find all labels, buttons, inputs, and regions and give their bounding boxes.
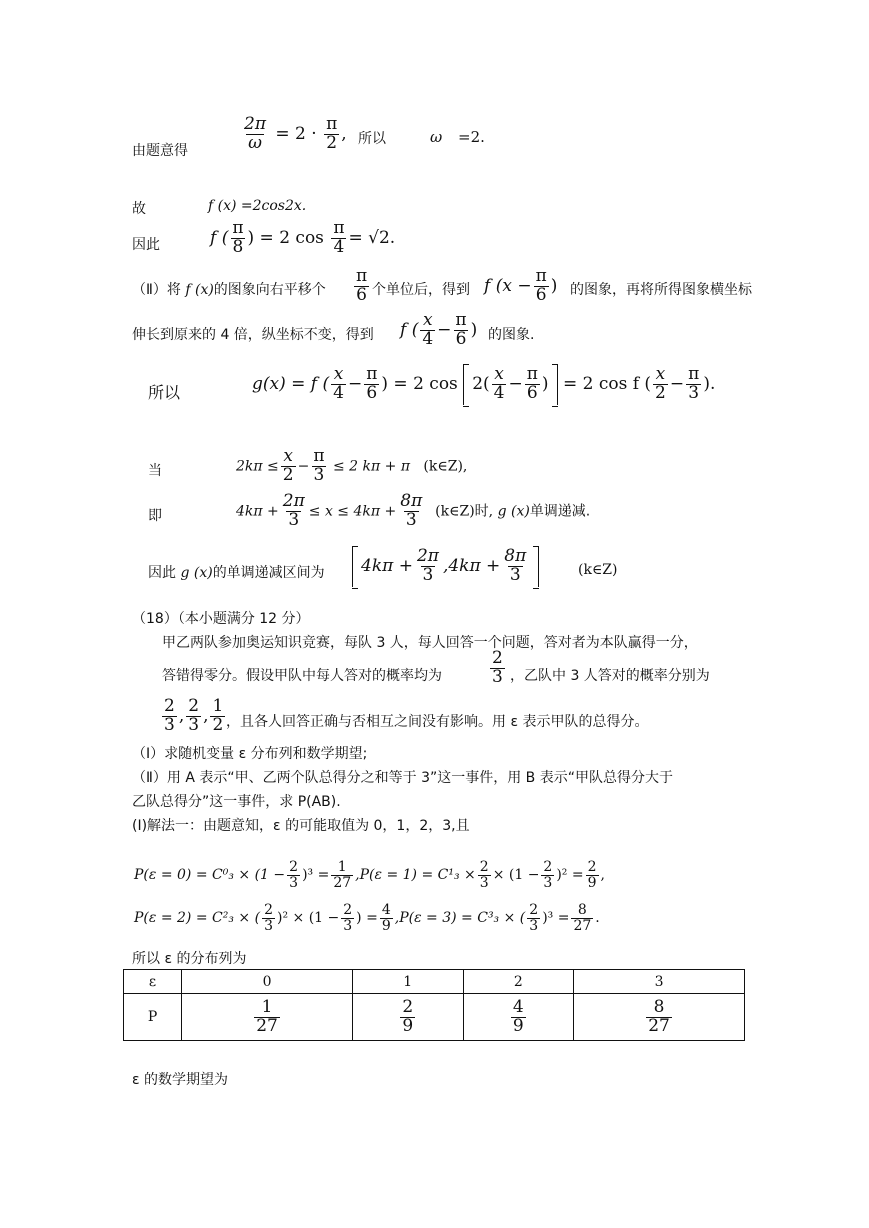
decreasing-condition: 2kπ ≤ $\frac{x}{2}$ − $\frac{\pi}{3}$ ≤ 2 kπ + π (k∈Z), bbox=[236, 446, 468, 485]
solution-intro: (Ⅰ)解法一：由题意知，ε 的可能取值为 0，1，2，3,且 bbox=[132, 818, 470, 834]
table-row bbox=[124, 994, 745, 1041]
decreasing-interval: 4kπ + $\frac{2\pi}{3}$ ,4kπ + $\frac{8\pi}{3}$ bbox=[352, 546, 539, 587]
table-header-cell: ε bbox=[124, 970, 182, 994]
ie-label: 即 bbox=[148, 508, 162, 524]
table-cell: $\frac{2}{9}$ bbox=[352, 994, 463, 1041]
prob-formula-row-1: P(ε = 0) = C⁰₃ × (1 − $\frac{2}{3}$ )³ = $\frac{1}{27}$ ,P(ε = 1) = C¹₃ × $\frac{2}{3}$ × (1 − $\frac{2}{3}$ )² = $\frac{2}{9}$ , bbox=[134, 859, 605, 891]
prob-two-thirds: $\frac{2}{3}$ bbox=[492, 648, 503, 687]
q18-heading: （18）（本小题满分 12 分） bbox=[132, 611, 310, 627]
decreasing-range: 4kπ + $\frac{2\pi}{3}$ ≤ x ≤ 4kπ + $\frac{8\pi}{3}$ (k∈Z)时, g (x)单调递减. bbox=[236, 491, 591, 530]
g-definition: g(x) = f ( $\frac{x}{4}$ − $\frac{\pi}{6}$ ) = 2 cos 2( $\frac{x}{4}$ − $\frac{\pi}{6}$ ) = 2 cos f ( $\frac{x}{2}$ − $\frac{\pi}{3}$ ). bbox=[252, 364, 716, 403]
omega-equation: $\frac{2\pi}{\omega}$ = 2 · $\frac{\pi}{2}$ , bbox=[244, 114, 347, 153]
table-cell: $\frac{4}{9}$ bbox=[463, 994, 574, 1041]
part2-line1b: 个单位后，得到 bbox=[372, 282, 470, 298]
q18-paragraph-2a: 答错得零分。假设甲队中每人答对的概率均为 bbox=[162, 668, 442, 684]
shift-frac: $\frac{\pi}{6}$ bbox=[356, 266, 368, 305]
subq-2: （Ⅱ）用 A 表示“甲、乙两个队总得分之和等于 3”这一事件，用 B 表示“甲队总得分大于 bbox=[132, 770, 673, 786]
q18-paragraph-3: ，且各人回答正确与否相互之间没有影响。用 ε 表示甲队的总得分。 bbox=[226, 714, 649, 730]
omega-value: =2. bbox=[458, 128, 485, 146]
omega-symbol: ω bbox=[430, 128, 443, 146]
expectation-label: ε 的数学期望为 bbox=[132, 1072, 229, 1088]
f-stretch: f ( $\frac{x}{4}$ − $\frac{\pi}{6}$ ) bbox=[400, 310, 478, 349]
table-cell: $\frac{8}{27}$ bbox=[574, 994, 745, 1041]
table-header-cell: 1 bbox=[352, 970, 463, 994]
table-cell: $\frac{1}{27}$ bbox=[182, 994, 353, 1041]
table-header-cell: 2 bbox=[463, 970, 574, 994]
interval-intro: 因此 g (x)的单调递减区间为 bbox=[148, 565, 325, 581]
hence-label: 因此 bbox=[132, 237, 160, 253]
part2-line1c: 的图象，再将所得图象横坐标 bbox=[570, 282, 752, 298]
q18-paragraph-2b: ，乙队中 3 人答对的概率分别为 bbox=[510, 668, 710, 684]
table-header-row bbox=[124, 970, 745, 994]
subq-2-cont: 乙队总得分”这一事件，求 P(AB). bbox=[132, 794, 341, 810]
part2-line2: 伸长到原来的 4 倍，纵坐标不变，得到 bbox=[132, 327, 374, 343]
f-shift: f (x − $\frac{\pi}{6}$ ) bbox=[484, 266, 558, 305]
part2-line1: （Ⅱ）将 f (x)的图象向右平移个 bbox=[132, 282, 326, 298]
team-b-probs: $\frac{2}{3}$ , $\frac{2}{3}$ , $\frac{1}{2}$ bbox=[164, 696, 224, 735]
table-header-cell: 3 bbox=[574, 970, 745, 994]
prob-formula-row-2: P(ε = 2) = C²₃ × ( $\frac{2}{3}$ )² × (1 − $\frac{2}{3}$ ) = $\frac{4}{9}$ ,P(ε = 3) = C³₃ × ( $\frac{2}{3}$ )³ = $\frac{8}{27}$ . bbox=[134, 902, 600, 934]
derive-label: 由题意得 bbox=[132, 143, 188, 159]
distribution-table bbox=[123, 969, 745, 1041]
therefore-label: 故 bbox=[132, 201, 146, 217]
so-label: 所以 bbox=[358, 131, 386, 147]
f-pi-over-8: f ( $\frac{\pi}{8}$ ) = 2 cos $\frac{\pi}{4}$ = √2. bbox=[210, 218, 396, 257]
part2-line2b: 的图象. bbox=[488, 327, 535, 343]
when-label: 当 bbox=[148, 463, 162, 479]
table-header-cell: 0 bbox=[182, 970, 353, 994]
subq-1: （Ⅰ）求随机变量 ε 分布列和数学期望; bbox=[132, 746, 368, 762]
table-row-label: P bbox=[124, 994, 182, 1041]
k-in-z: (k∈Z) bbox=[578, 562, 618, 578]
q18-paragraph-1: 甲乙两队参加奥运知识竞赛，每队 3 人，每人回答一个问题，答对者为本队赢得一分， bbox=[162, 635, 698, 651]
so-label-2: 所以 bbox=[148, 383, 181, 402]
distribution-label: 所以 ε 的分布列为 bbox=[132, 951, 247, 967]
fx-expression: f (x) =2cos2x. bbox=[208, 198, 307, 214]
